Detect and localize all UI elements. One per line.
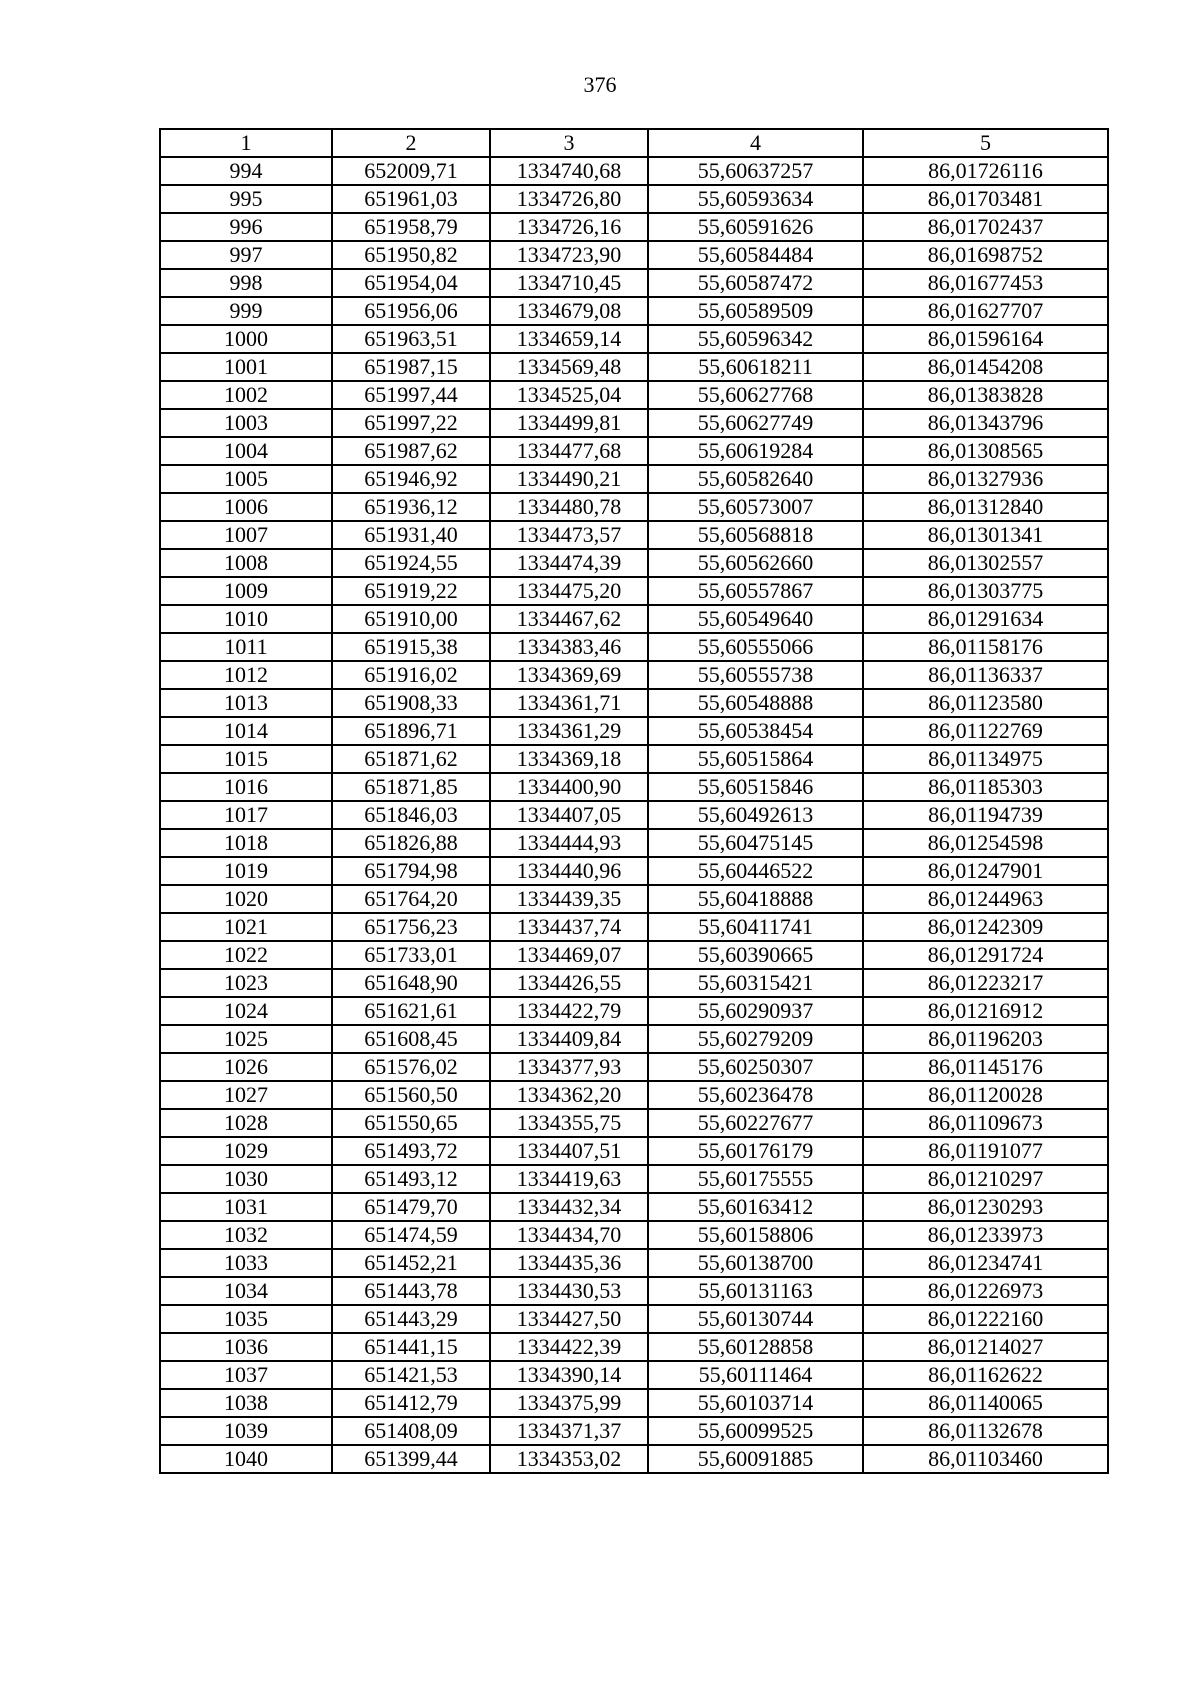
table-cell: 1334477,68 — [490, 437, 648, 465]
table-cell: 86,01140065 — [863, 1389, 1108, 1417]
table-cell: 1022 — [160, 941, 332, 969]
table-cell: 1334409,84 — [490, 1025, 648, 1053]
table-cell: 55,60290937 — [648, 997, 863, 1025]
table-cell: 86,01302557 — [863, 549, 1108, 577]
table-row — [160, 717, 1108, 745]
table-cell: 1032 — [160, 1221, 332, 1249]
table-cell: 1033 — [160, 1249, 332, 1277]
table-cell: 86,01677453 — [863, 269, 1108, 297]
table-cell: 55,60555738 — [648, 661, 863, 689]
table-cell: 55,60515864 — [648, 745, 863, 773]
table-row — [160, 633, 1108, 661]
table-cell: 1024 — [160, 997, 332, 1025]
table-row — [160, 353, 1108, 381]
table-cell: 55,60279209 — [648, 1025, 863, 1053]
table-cell: 651493,12 — [332, 1165, 490, 1193]
table-row — [160, 941, 1108, 969]
table-row — [160, 969, 1108, 997]
table-cell: 651871,62 — [332, 745, 490, 773]
table-cell: 86,01627707 — [863, 297, 1108, 325]
table-cell: 55,60555066 — [648, 633, 863, 661]
table-cell: 1334726,80 — [490, 185, 648, 213]
table-cell: 1040 — [160, 1445, 332, 1473]
table-cell: 55,60158806 — [648, 1221, 863, 1249]
table-row — [160, 1417, 1108, 1445]
table-cell: 1023 — [160, 969, 332, 997]
table-cell: 1016 — [160, 773, 332, 801]
table-cell: 1334432,34 — [490, 1193, 648, 1221]
table-cell: 86,01303775 — [863, 577, 1108, 605]
table-cell: 86,01254598 — [863, 829, 1108, 857]
table-cell: 86,01244963 — [863, 885, 1108, 913]
table-cell: 1334740,68 — [490, 157, 648, 185]
table-cell: 651560,50 — [332, 1081, 490, 1109]
table-cell: 55,60515846 — [648, 773, 863, 801]
table-row — [160, 1305, 1108, 1333]
table-cell: 1334371,37 — [490, 1417, 648, 1445]
table-cell: 55,60637257 — [648, 157, 863, 185]
table-cell: 651924,55 — [332, 549, 490, 577]
table-cell: 86,01454208 — [863, 353, 1108, 381]
table-row — [160, 1333, 1108, 1361]
table-cell: 55,60163412 — [648, 1193, 863, 1221]
table-cell: 86,01234741 — [863, 1249, 1108, 1277]
table-cell: 86,01103460 — [863, 1445, 1108, 1473]
table-cell: 55,60549640 — [648, 605, 863, 633]
table-cell: 1334422,79 — [490, 997, 648, 1025]
table-cell: 55,60175555 — [648, 1165, 863, 1193]
table-cell: 651621,61 — [332, 997, 490, 1025]
table-cell: 55,60111464 — [648, 1361, 863, 1389]
table-cell: 86,01210297 — [863, 1165, 1108, 1193]
table-cell: 651764,20 — [332, 885, 490, 913]
column-header: 1 — [160, 129, 332, 157]
table-cell: 1334362,20 — [490, 1081, 648, 1109]
table-cell: 1334726,16 — [490, 213, 648, 241]
table-cell: 1334407,51 — [490, 1137, 648, 1165]
table-row — [160, 745, 1108, 773]
table-cell: 86,01134975 — [863, 745, 1108, 773]
table-cell: 1036 — [160, 1333, 332, 1361]
table-row — [160, 1137, 1108, 1165]
table-cell: 1006 — [160, 493, 332, 521]
table-cell: 55,60562660 — [648, 549, 863, 577]
table-row — [160, 577, 1108, 605]
table-cell: 651919,22 — [332, 577, 490, 605]
table-cell: 55,60582640 — [648, 465, 863, 493]
table-cell: 1021 — [160, 913, 332, 941]
table-cell: 1001 — [160, 353, 332, 381]
table-cell: 86,01109673 — [863, 1109, 1108, 1137]
table-cell: 651908,33 — [332, 689, 490, 717]
table-cell: 55,60596342 — [648, 325, 863, 353]
table-cell: 1017 — [160, 801, 332, 829]
table-cell: 651408,09 — [332, 1417, 490, 1445]
table-cell: 1334390,14 — [490, 1361, 648, 1389]
table-cell: 55,60131163 — [648, 1277, 863, 1305]
table-cell: 86,01343796 — [863, 409, 1108, 437]
table-cell: 1004 — [160, 437, 332, 465]
table-cell: 55,60128858 — [648, 1333, 863, 1361]
table-cell: 86,01194739 — [863, 801, 1108, 829]
table-cell: 1011 — [160, 633, 332, 661]
table-cell: 1334444,93 — [490, 829, 648, 857]
table-cell: 86,01726116 — [863, 157, 1108, 185]
table-cell: 1334426,55 — [490, 969, 648, 997]
table-cell: 651443,29 — [332, 1305, 490, 1333]
table-cell: 651648,90 — [332, 969, 490, 997]
table-cell: 1334419,63 — [490, 1165, 648, 1193]
table-cell: 86,01223217 — [863, 969, 1108, 997]
table-cell: 55,60568818 — [648, 521, 863, 549]
table-row — [160, 1109, 1108, 1137]
table-cell: 1010 — [160, 605, 332, 633]
table-cell: 1334361,71 — [490, 689, 648, 717]
table-cell: 1035 — [160, 1305, 332, 1333]
table-cell: 1334659,14 — [490, 325, 648, 353]
table-cell: 86,01122769 — [863, 717, 1108, 745]
table-row — [160, 1445, 1108, 1473]
column-header: 4 — [648, 129, 863, 157]
table-cell: 1029 — [160, 1137, 332, 1165]
table-cell: 55,60593634 — [648, 185, 863, 213]
table-row — [160, 1053, 1108, 1081]
table-cell: 86,01214027 — [863, 1333, 1108, 1361]
table-cell: 996 — [160, 213, 332, 241]
table-cell: 55,60390665 — [648, 941, 863, 969]
table-header-row — [160, 129, 1108, 157]
table-cell: 1334434,70 — [490, 1221, 648, 1249]
table-row — [160, 1193, 1108, 1221]
table-row — [160, 661, 1108, 689]
table-row — [160, 521, 1108, 549]
table-cell: 1334430,53 — [490, 1277, 648, 1305]
table-cell: 55,60138700 — [648, 1249, 863, 1277]
table-row — [160, 997, 1108, 1025]
table-cell: 55,60573007 — [648, 493, 863, 521]
table-cell: 1334474,39 — [490, 549, 648, 577]
table-cell: 1014 — [160, 717, 332, 745]
table-cell: 995 — [160, 185, 332, 213]
table-cell: 997 — [160, 241, 332, 269]
table-cell: 651608,45 — [332, 1025, 490, 1053]
table-cell: 651399,44 — [332, 1445, 490, 1473]
table-cell: 651443,78 — [332, 1277, 490, 1305]
table-cell: 86,01596164 — [863, 325, 1108, 353]
table-cell: 1020 — [160, 885, 332, 913]
table-cell: 651910,00 — [332, 605, 490, 633]
table-cell: 86,01185303 — [863, 773, 1108, 801]
table-cell: 651421,53 — [332, 1361, 490, 1389]
table-row — [160, 409, 1108, 437]
table-cell: 55,60627768 — [648, 381, 863, 409]
table-cell: 1038 — [160, 1389, 332, 1417]
table-cell: 651794,98 — [332, 857, 490, 885]
table-cell: 55,60236478 — [648, 1081, 863, 1109]
table-row — [160, 801, 1108, 829]
table-row — [160, 885, 1108, 913]
table-cell: 1334525,04 — [490, 381, 648, 409]
table-cell: 86,01191077 — [863, 1137, 1108, 1165]
table-cell: 1012 — [160, 661, 332, 689]
table-cell: 86,01230293 — [863, 1193, 1108, 1221]
table-cell: 651915,38 — [332, 633, 490, 661]
table-cell: 86,01158176 — [863, 633, 1108, 661]
table-cell: 86,01145176 — [863, 1053, 1108, 1081]
table-cell: 998 — [160, 269, 332, 297]
table-cell: 1334499,81 — [490, 409, 648, 437]
table-cell: 1030 — [160, 1165, 332, 1193]
table-cell: 1013 — [160, 689, 332, 717]
table-cell: 651946,92 — [332, 465, 490, 493]
table-cell: 1334355,75 — [490, 1109, 648, 1137]
table-cell: 1334469,07 — [490, 941, 648, 969]
table-cell: 55,60627749 — [648, 409, 863, 437]
table-cell: 86,01123580 — [863, 689, 1108, 717]
table-body — [160, 157, 1108, 1473]
table-cell: 86,01327936 — [863, 465, 1108, 493]
table-cell: 651987,15 — [332, 353, 490, 381]
table-row — [160, 829, 1108, 857]
table-row — [160, 913, 1108, 941]
table-cell: 86,01162622 — [863, 1361, 1108, 1389]
table-cell: 1005 — [160, 465, 332, 493]
table-cell: 1027 — [160, 1081, 332, 1109]
table-cell: 1334439,35 — [490, 885, 648, 913]
table-cell: 55,60619284 — [648, 437, 863, 465]
table-cell: 1334375,99 — [490, 1389, 648, 1417]
table-cell: 651493,72 — [332, 1137, 490, 1165]
table-cell: 651412,79 — [332, 1389, 490, 1417]
table-cell: 86,01242309 — [863, 913, 1108, 941]
table-cell: 1334435,36 — [490, 1249, 648, 1277]
table-cell: 86,01216912 — [863, 997, 1108, 1025]
table-cell: 651846,03 — [332, 801, 490, 829]
table-row — [160, 465, 1108, 493]
table-cell: 1034 — [160, 1277, 332, 1305]
table-cell: 55,60589509 — [648, 297, 863, 325]
table-cell: 55,60591626 — [648, 213, 863, 241]
table-cell: 1018 — [160, 829, 332, 857]
table-row — [160, 1081, 1108, 1109]
table-row — [160, 549, 1108, 577]
table-cell: 1334467,62 — [490, 605, 648, 633]
table-cell: 651958,79 — [332, 213, 490, 241]
table-cell: 1028 — [160, 1109, 332, 1137]
table-cell: 651950,82 — [332, 241, 490, 269]
table-cell: 86,01312840 — [863, 493, 1108, 521]
table-cell: 1334361,29 — [490, 717, 648, 745]
table-row — [160, 157, 1108, 185]
table-cell: 1008 — [160, 549, 332, 577]
table-cell: 86,01291724 — [863, 941, 1108, 969]
table-row — [160, 213, 1108, 241]
table-cell: 1037 — [160, 1361, 332, 1389]
table-cell: 55,60250307 — [648, 1053, 863, 1081]
table-cell: 86,01308565 — [863, 437, 1108, 465]
table-cell: 1334377,93 — [490, 1053, 648, 1081]
table-row — [160, 1277, 1108, 1305]
table-row — [160, 1361, 1108, 1389]
table-cell: 55,60103714 — [648, 1389, 863, 1417]
table-row — [160, 325, 1108, 353]
table-row — [160, 297, 1108, 325]
table-row — [160, 1221, 1108, 1249]
table-cell: 1334369,69 — [490, 661, 648, 689]
table-cell: 999 — [160, 297, 332, 325]
table-cell: 651576,02 — [332, 1053, 490, 1081]
table-cell: 86,01698752 — [863, 241, 1108, 269]
table-cell: 55,60099525 — [648, 1417, 863, 1445]
table-cell: 651550,65 — [332, 1109, 490, 1137]
table-cell: 1334400,90 — [490, 773, 648, 801]
table-row — [160, 185, 1108, 213]
table-cell: 1334710,45 — [490, 269, 648, 297]
table-cell: 1025 — [160, 1025, 332, 1053]
coordinates-table — [159, 128, 1109, 1474]
table-cell: 652009,71 — [332, 157, 490, 185]
table-cell: 651756,23 — [332, 913, 490, 941]
table-cell: 1334569,48 — [490, 353, 648, 381]
table-cell: 651916,02 — [332, 661, 490, 689]
table-cell: 86,01301341 — [863, 521, 1108, 549]
table-cell: 1334440,96 — [490, 857, 648, 885]
table-row — [160, 1249, 1108, 1277]
column-header: 5 — [863, 129, 1108, 157]
table-cell: 1009 — [160, 577, 332, 605]
table-cell: 651931,40 — [332, 521, 490, 549]
table-cell: 651479,70 — [332, 1193, 490, 1221]
table-cell: 651871,85 — [332, 773, 490, 801]
table-cell: 1334480,78 — [490, 493, 648, 521]
table-cell: 86,01226973 — [863, 1277, 1108, 1305]
table-cell: 55,60091885 — [648, 1445, 863, 1473]
table-row — [160, 437, 1108, 465]
table-cell: 1039 — [160, 1417, 332, 1445]
table-cell: 651987,62 — [332, 437, 490, 465]
table-cell: 55,60618211 — [648, 353, 863, 381]
table-cell: 651936,12 — [332, 493, 490, 521]
table-row — [160, 269, 1108, 297]
table-row — [160, 1389, 1108, 1417]
table-row — [160, 1165, 1108, 1193]
table-cell: 1003 — [160, 409, 332, 437]
table-cell: 1334422,39 — [490, 1333, 648, 1361]
table-row — [160, 689, 1108, 717]
table-cell: 1334407,05 — [490, 801, 648, 829]
table-cell: 1334490,21 — [490, 465, 648, 493]
table-cell: 1334679,08 — [490, 297, 648, 325]
table-cell: 1000 — [160, 325, 332, 353]
table-cell: 1334475,20 — [490, 577, 648, 605]
table-cell: 1334369,18 — [490, 745, 648, 773]
table-row — [160, 241, 1108, 269]
table-cell: 55,60418888 — [648, 885, 863, 913]
table-cell: 86,01132678 — [863, 1417, 1108, 1445]
table-cell: 1334473,57 — [490, 521, 648, 549]
table-cell: 55,60475145 — [648, 829, 863, 857]
table-cell: 1031 — [160, 1193, 332, 1221]
table-cell: 651961,03 — [332, 185, 490, 213]
table-cell: 1334383,46 — [490, 633, 648, 661]
column-header: 3 — [490, 129, 648, 157]
table-cell: 55,60587472 — [648, 269, 863, 297]
table-cell: 651997,44 — [332, 381, 490, 409]
table-cell: 651954,04 — [332, 269, 490, 297]
table-cell: 651452,21 — [332, 1249, 490, 1277]
table-cell: 55,60130744 — [648, 1305, 863, 1333]
table-cell: 651733,01 — [332, 941, 490, 969]
table-cell: 651896,71 — [332, 717, 490, 745]
table-cell: 55,60584484 — [648, 241, 863, 269]
table-row — [160, 857, 1108, 885]
table-cell: 55,60227677 — [648, 1109, 863, 1137]
table-cell: 86,01291634 — [863, 605, 1108, 633]
table-cell: 55,60492613 — [648, 801, 863, 829]
table-cell: 86,01136337 — [863, 661, 1108, 689]
table-row — [160, 381, 1108, 409]
table-cell: 1334437,74 — [490, 913, 648, 941]
table-cell: 1026 — [160, 1053, 332, 1081]
table-cell: 994 — [160, 157, 332, 185]
table-cell: 1002 — [160, 381, 332, 409]
table-cell: 86,01222160 — [863, 1305, 1108, 1333]
table-cell: 55,60557867 — [648, 577, 863, 605]
table-row — [160, 605, 1108, 633]
table-cell: 1334353,02 — [490, 1445, 648, 1473]
table-cell: 55,60548888 — [648, 689, 863, 717]
table-cell: 1334427,50 — [490, 1305, 648, 1333]
table-cell: 86,01196203 — [863, 1025, 1108, 1053]
table-row — [160, 493, 1108, 521]
table-cell: 86,01120028 — [863, 1081, 1108, 1109]
table-cell: 651474,59 — [332, 1221, 490, 1249]
table-cell: 1019 — [160, 857, 332, 885]
table-row — [160, 1025, 1108, 1053]
column-header: 2 — [332, 129, 490, 157]
table-cell: 86,01383828 — [863, 381, 1108, 409]
table-cell: 55,60411741 — [648, 913, 863, 941]
table-cell: 1334723,90 — [490, 241, 648, 269]
table-cell: 55,60538454 — [648, 717, 863, 745]
table-cell: 651441,15 — [332, 1333, 490, 1361]
table-cell: 651997,22 — [332, 409, 490, 437]
table-cell: 55,60315421 — [648, 969, 863, 997]
table-cell: 651963,51 — [332, 325, 490, 353]
table-cell: 86,01703481 — [863, 185, 1108, 213]
table-cell: 86,01233973 — [863, 1221, 1108, 1249]
table-cell: 651956,06 — [332, 297, 490, 325]
table-cell: 55,60176179 — [648, 1137, 863, 1165]
table-cell: 55,60446522 — [648, 857, 863, 885]
table-cell: 651826,88 — [332, 829, 490, 857]
page-number: 376 — [583, 72, 617, 97]
table-cell: 1007 — [160, 521, 332, 549]
table-row — [160, 773, 1108, 801]
table-cell: 86,01702437 — [863, 213, 1108, 241]
table-cell: 86,01247901 — [863, 857, 1108, 885]
table-cell: 1015 — [160, 745, 332, 773]
